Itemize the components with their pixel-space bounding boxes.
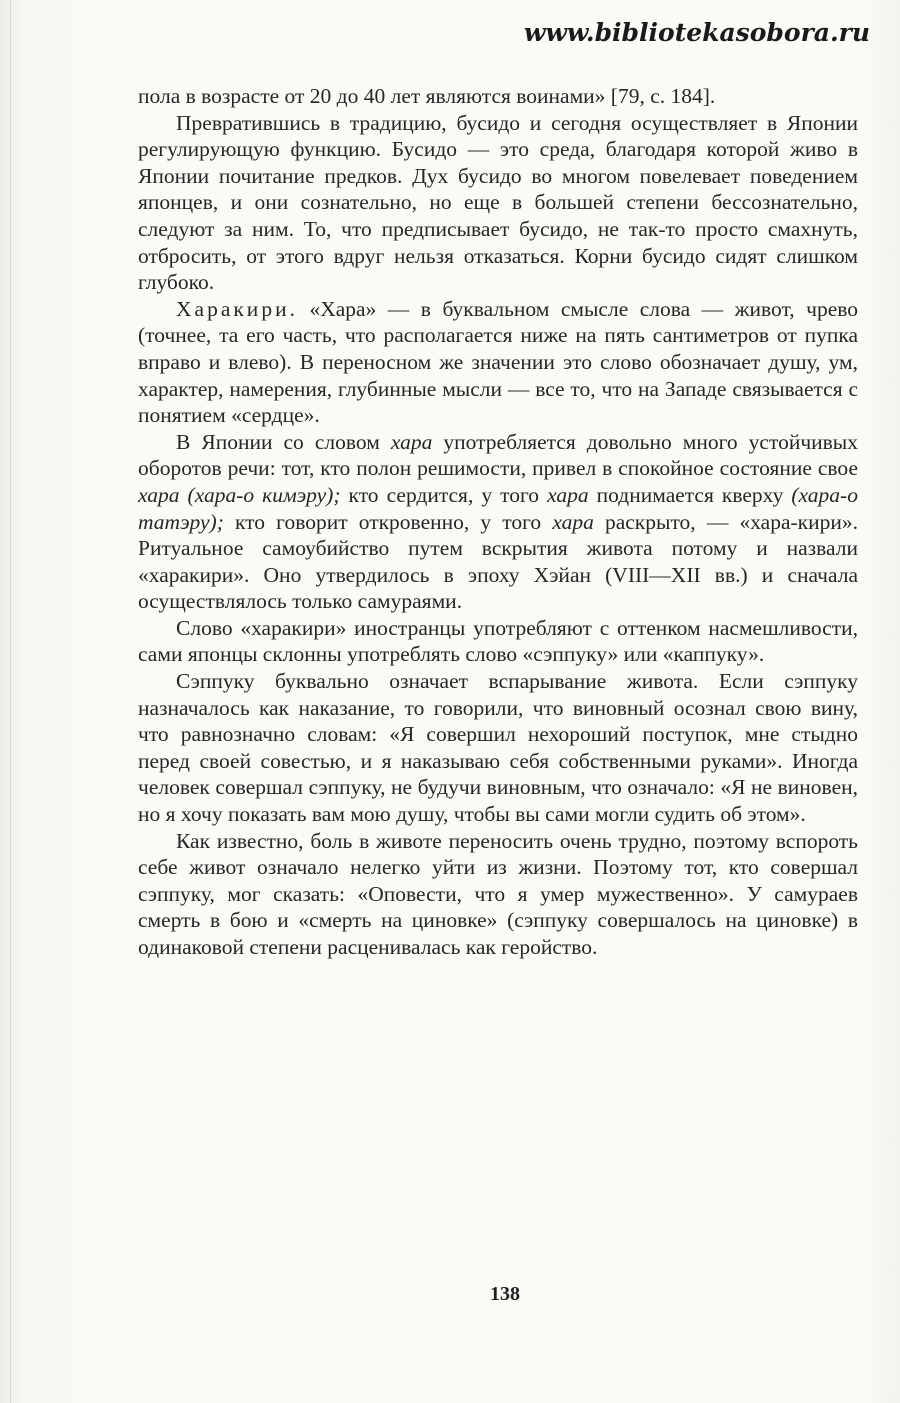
text-run: Слово «харакири» иностранцы употребляют с оттенком насмешливости, сами японцы склонны употреблять слово «сэппуку» или «каппуку». [138, 615, 858, 667]
watermark-site-url: www.bibliotekasobora.ru [523, 18, 870, 47]
section-heading-inline: Харакири. [176, 296, 298, 321]
text-run: употребляется довольно много устойчивых оборотов речи: тот, кто полон решимости, привел в спокойное состояние свое [138, 429, 858, 481]
text-run: поднимается кверху [588, 482, 792, 507]
paragraph-hara-expressions [138, 429, 858, 615]
page-number: 138 [490, 1283, 520, 1305]
text-run: кто говорит откровенно, у того [223, 509, 553, 534]
text-run: кто сердится, у того [340, 482, 548, 507]
text-run: Сэппуку буквально означает вспарывание живота. Если сэппуку назначалось как наказание, то говорили, что виновный осознал свою вину, что равнозначно словам: «Я совершил нехороший поступок, мне стыдно перед своей совестью, и я наказываю себя собственными руками». Иногда человек совершал сэппуку, не будучи виновным, что означало: «Я не виновен, но я хочу показать вам мою душу, чтобы вы сами могли судить об этом». [138, 669, 858, 827]
text-run: пола в возрасте от 20 до 40 лет являются воинами» [79, с. 184]. [138, 84, 716, 108]
italic-term: хара (хара-о кимэру); [138, 482, 341, 507]
paragraph-bushido-tradition [138, 110, 858, 296]
binding-gutter-line [10, 0, 11, 1403]
text-run: «Хара» — в буквальном смысле слова — живот, чрево (точнее, та его часть, что располагается ниже на пять сантиметров от пупка вправо и влево). В переносном же значении это слово обозначает душу, ум, характер, намерения, глубинные мысли — все то, что на Западе связывается с понятием «сердце». [138, 296, 858, 428]
text-run: В Японии со словом [176, 429, 391, 454]
text-run: Превратившись в традицию, бусидо и сегодня осуществляет в Японии регулирующую функцию. Бусидо — это среда, благодаря которой живо в Японии почитание предков. Дух бусидо во многом повелевает поведением японцев, и они сознательно, но еще в большей степени бессознательно, следуют за ним. То, что предписывает бусидо, не так-то просто смахнуть, отбросить, от этого вдруг нельзя отказаться. Корни бусидо сидят слишком глубоко. [138, 110, 858, 295]
paragraph-continuation [138, 83, 858, 110]
italic-term: хара [390, 429, 433, 454]
paragraph-seppuku-term [138, 615, 858, 668]
body-text [138, 83, 858, 961]
italic-term: хара [552, 509, 594, 534]
paragraph-seppuku-meaning [138, 668, 858, 828]
italic-term: (хара-о татэру); [138, 482, 858, 534]
paragraph-harakiri-definition [138, 296, 858, 429]
italic-term: хара [547, 482, 589, 507]
text-run: раскрыто, — «хара-кири». Ритуальное самоубийство путем вскрытия живота потому и назвали «харакири». Оно утвердилось в эпоху Хэйан (VIII—XII вв.) и сначала осуществлялось только самураями. [138, 509, 858, 614]
text-run: Как известно, боль в животе переносить очень трудно, поэтому вспороть себе живот означало нелегко уйти из жизни. Поэтому тот, кто совершал сэппуку, мог сказать: «Оповести, что я умер мужественно». У самураев смерть в бою и «смерть на циновке» (сэппуку совершалось на циновке) в одинаковой степени расценивалась как геройство. [138, 828, 858, 959]
paragraph-seppuku-heroism [138, 828, 858, 961]
